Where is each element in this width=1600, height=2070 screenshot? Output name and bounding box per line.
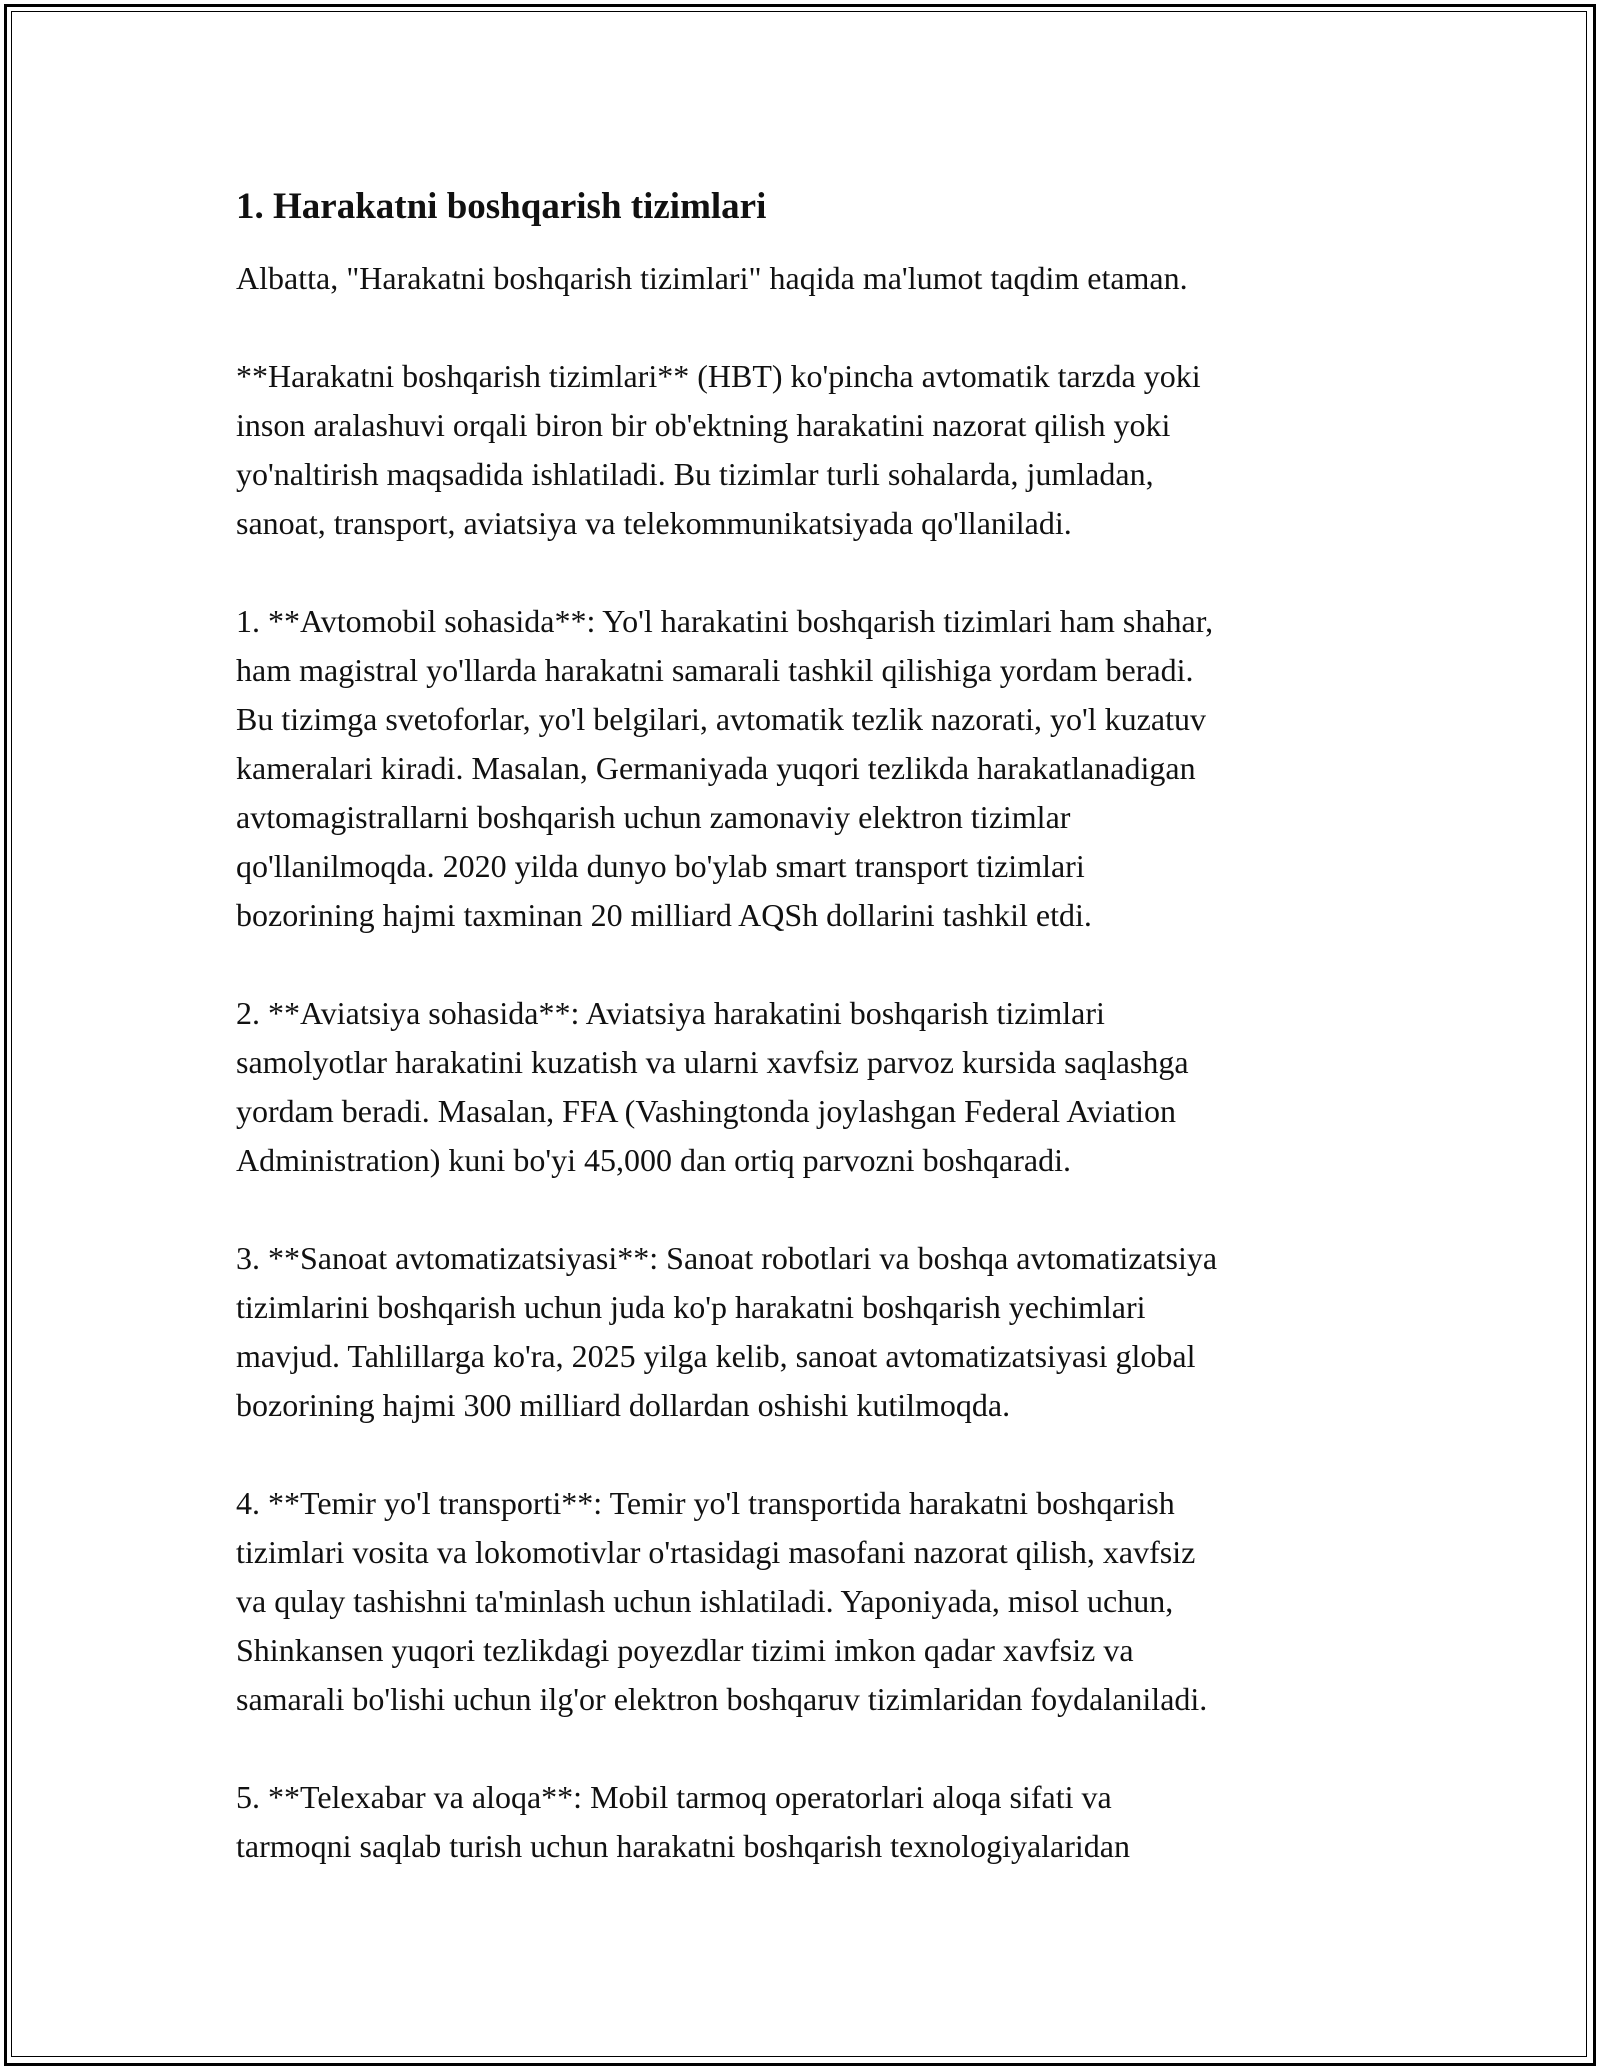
paragraph-definition: **Harakatni boshqarish tizimlari** (HBT) ko'pincha avtomatik tarzda yoki inson aralashuvi orqali biron bir ob'ektning harakatini nazorat qilish yoki yo'naltirish maqsadida ishlatiladi. Bu tizimlar turli sohalarda, jumladan, sanoat, transport, aviatsiya va telekommunikatsiyada qo'llaniladi. [236,358,1201,541]
document-body [236,182,1376,1871]
document-title: 1. Harakatni boshqarish tizimlari [236,186,767,227]
paragraph-aviation: 2. **Aviatsiya sohasida**: Aviatsiya harakatini boshqarish tizimlari samolyotlar harakatini kuzatish va ularni xavfsiz parvoz kursida saqlashga yordam beradi. Masalan, FFA (Vashingtonda joylashgan Federal Aviation Administration) kuni bo'yi 45,000 dan ortiq parvozni boshqaradi. [236,995,1189,1178]
paragraph-automotive: 1. **Avtomobil sohasida**: Yo'l harakatini boshqarish tizimlari ham shahar, ham magistral yo'llarda harakatni samarali tashkil qilishiga yordam beradi. Bu tizimga svetoforlar, yo'l belgilari, avtomatik tezlik nazorati, yo'l kuzatuv kameralari kiradi. Masalan, Germaniyada yuqori tezlikda harakatlanadigan avtomagistrallarni boshqarish uchun zamonaviy elektron tizimlar qo'llanilmoqda. 2020 yilda dunyo bo'ylab smart transport tizimlari bozorining hajmi taxminan 20 milliard AQSh dollarini tashkil etdi. [236,603,1214,933]
paragraph-intro: Albatta, "Harakatni boshqarish tizimlari" haqida ma'lumot taqdim etaman. [236,260,1188,296]
paragraph-telecom: 5. **Telexabar va aloqa**: Mobil tarmoq operatorlari aloqa sifati va tarmoqni saqlab turish uchun harakatni boshqarish texnologiyalaridan [236,1779,1130,1864]
paragraph-railway: 4. **Temir yo'l transporti**: Temir yo'l transportida harakatni boshqarish tizimlari vosita va lokomotivlar o'rtasidagi masofani nazorat qilish, xavfsiz va qulay tashishni ta'minlash uchun ishlatiladi. Yaponiyada, misol uchun, Shinkansen yuqori tezlikdagi poyezdlar tizimi imkon qadar xavfsiz va samarali bo'lishi uchun ilg'or elektron boshqaruv tizimlaridan foydalaniladi. [236,1485,1208,1717]
paragraph-industrial-automation: 3. **Sanoat avtomatizatsiyasi**: Sanoat robotlari va boshqa avtomatizatsiya tizimlarini boshqarish uchun juda ko'p harakatni boshqarish yechimlari mavjud. Tahlillarga ko'ra, 2025 yilga kelib, sanoat avtomatizatsiyasi global bozorining hajmi 300 milliard dollardan oshishi kutilmoqda. [236,1240,1218,1423]
